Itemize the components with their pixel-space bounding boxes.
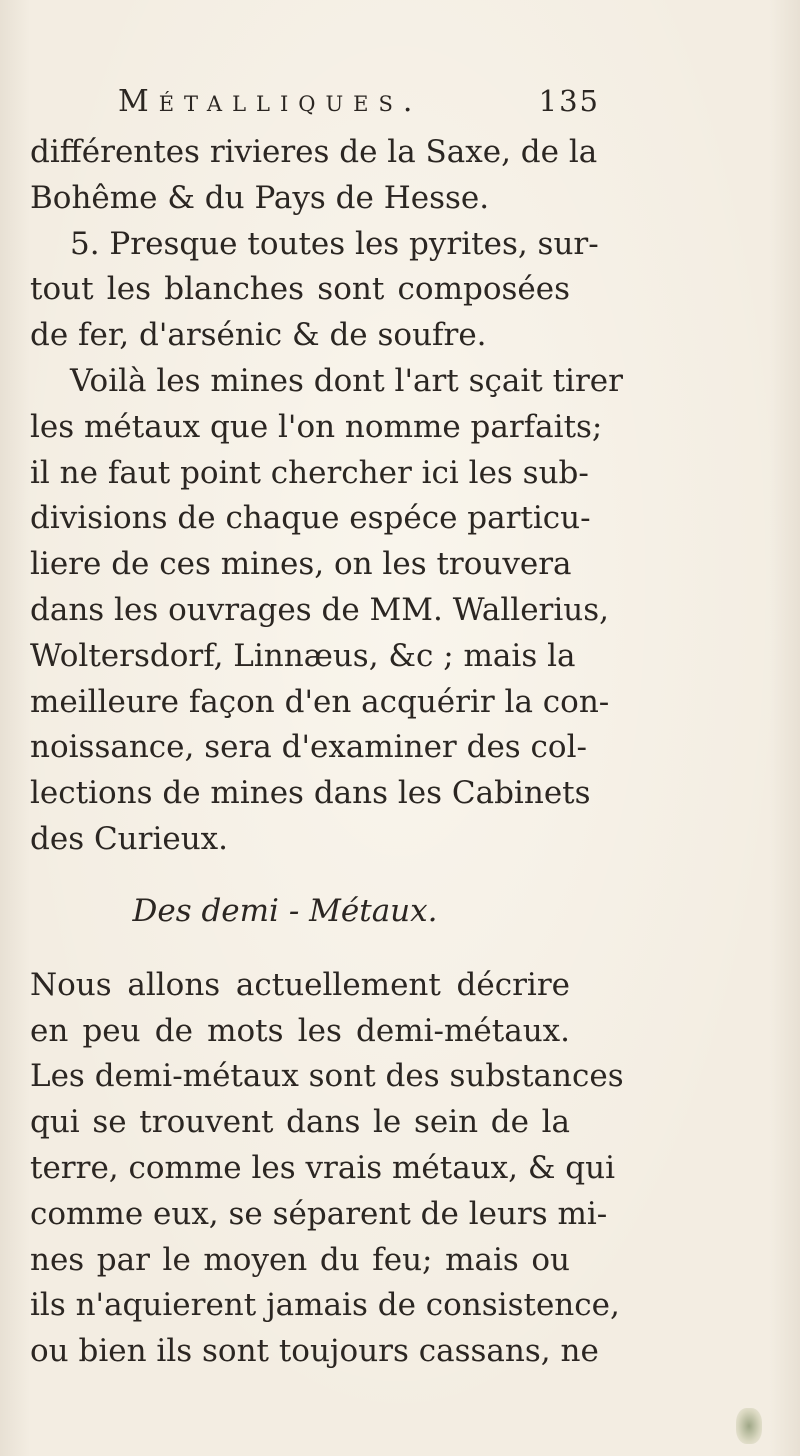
text-line: en peu de mots les demi-métaux. bbox=[30, 1012, 570, 1049]
paragraph-2 bbox=[30, 222, 599, 359]
text-line: meilleure façon d'en acquérir la con- bbox=[30, 683, 610, 720]
text-line: ou bien ils sont toujours cassans, ne bbox=[30, 1333, 599, 1370]
paper-stain bbox=[736, 1408, 762, 1444]
text-line: divisions de chaque espéce particu- bbox=[30, 500, 591, 537]
paragraph-1 bbox=[30, 130, 598, 222]
text-line: Woltersdorf, Linnæus, &c ; mais la bbox=[30, 637, 576, 674]
text-line: lections de mines dans les Cabinets bbox=[30, 775, 591, 812]
page-number: 135 bbox=[538, 84, 600, 118]
text-line: nes par le moyen du feu; mais ou bbox=[30, 1241, 570, 1278]
text-line: Nous allons actuellement décrire bbox=[30, 966, 570, 1003]
text-line: tout les blanches sont composées bbox=[30, 271, 570, 308]
text-line: Bohême & du Pays de Hesse. bbox=[30, 179, 490, 216]
paragraph-4 bbox=[30, 963, 624, 1375]
paragraph-3 bbox=[30, 359, 623, 863]
text-line: de fer, d'arsénic & de soufre. bbox=[30, 317, 487, 354]
text-line: dans les ouvrages de MM. Wallerius, bbox=[30, 591, 609, 628]
text-line: noissance, sera d'examiner des col- bbox=[30, 729, 587, 766]
section-heading: Des demi - Métaux. bbox=[132, 892, 438, 929]
text-line: il ne faut point chercher ici les sub- bbox=[30, 454, 589, 491]
text-line: Voilà les mines dont l'art sçait tirer bbox=[70, 362, 623, 399]
text-line: Les demi-métaux sont des substances bbox=[30, 1058, 624, 1095]
running-head-title: Métalliques. bbox=[118, 84, 423, 119]
text-line: ils n'aquierent jamais de consistence, bbox=[30, 1287, 620, 1324]
text-line: des Curieux. bbox=[30, 820, 229, 857]
text-line: comme eux, se séparent de leurs mi- bbox=[30, 1195, 608, 1232]
text-line: qui se trouvent dans le sein de la bbox=[30, 1104, 570, 1141]
text-line: les métaux que l'on nomme parfaits; bbox=[30, 408, 603, 445]
text-line: différentes rivieres de la Saxe, de la bbox=[30, 134, 598, 170]
body-text bbox=[30, 130, 624, 1375]
running-head bbox=[118, 84, 600, 124]
text-line: 5. Presque toutes les pyrites, sur- bbox=[70, 225, 599, 262]
text-line: terre, comme les vrais métaux, & qui bbox=[30, 1149, 616, 1186]
text-line: liere de ces mines, on les trouvera bbox=[30, 546, 572, 583]
